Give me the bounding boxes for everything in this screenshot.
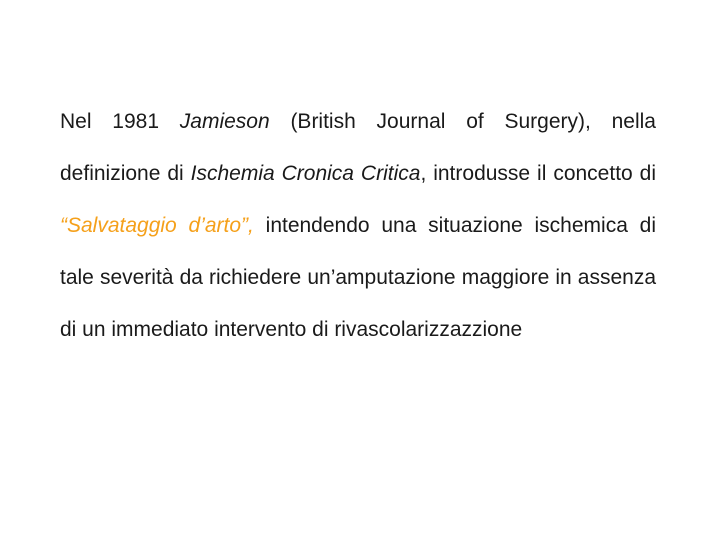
body-paragraph [60, 96, 656, 356]
term-ischemia: Ischemia Cronica Critica [190, 162, 421, 185]
author-name: Jamieson [179, 110, 270, 133]
text-segment-intro: Nel 1981 [60, 110, 180, 133]
highlighted-quote: “Salvataggio d’arto”, [60, 214, 254, 237]
text-segment-journal: (British Journal of Surgery), nella definizione di [60, 110, 656, 185]
text-segment-definition: intendendo una situazione ischemica di tale severità da richiedere un’amputazione maggiore in assenza di un immediato intervento di rivascolarizzazzione [60, 214, 656, 341]
text-segment-concept: , introdusse il concetto di [420, 162, 656, 185]
